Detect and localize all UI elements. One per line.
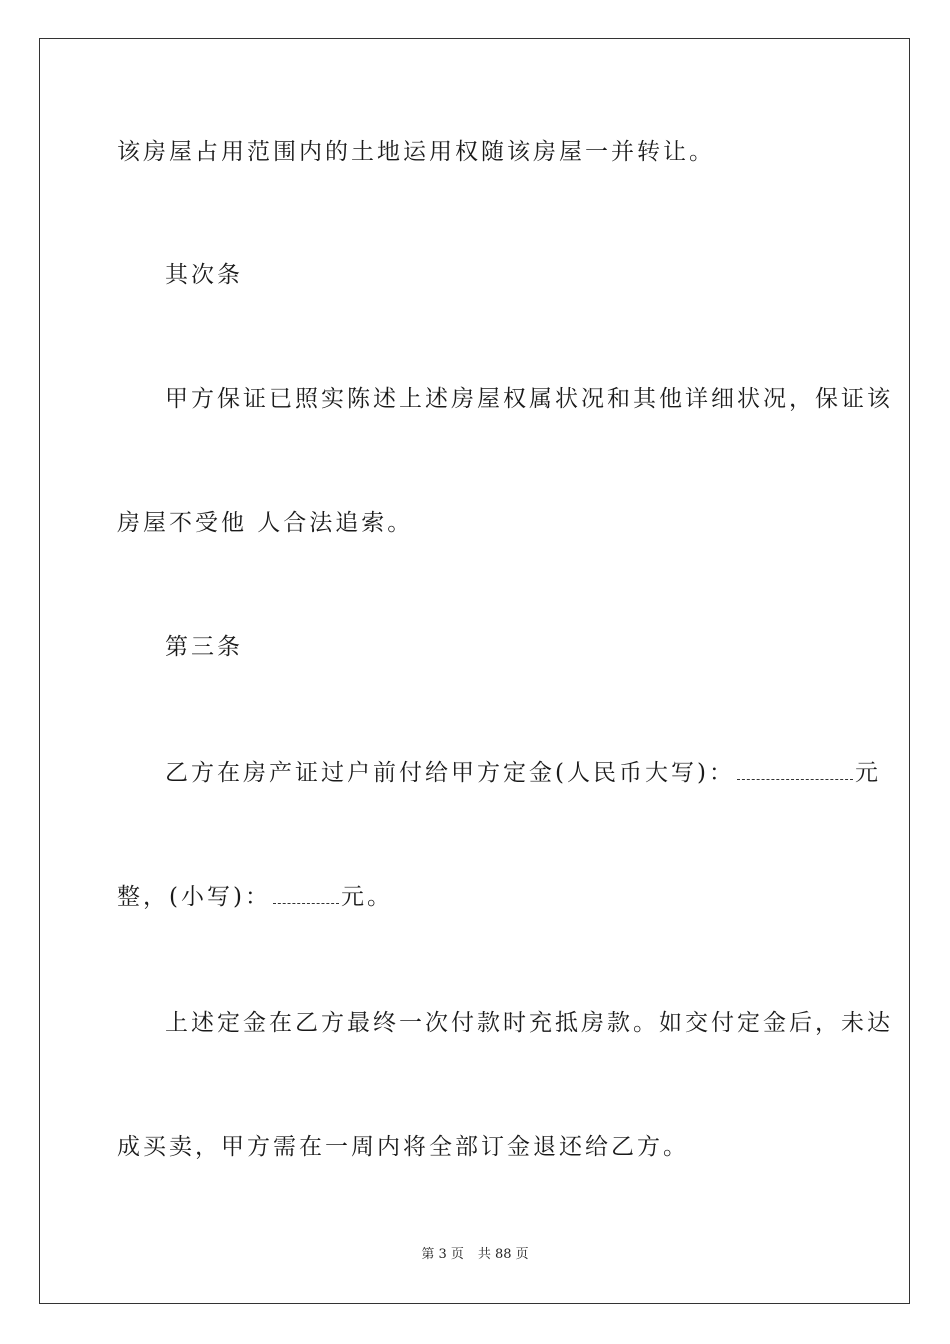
paragraph-deposit-line-2 [117,882,393,912]
paragraph-land-use-right: 该房屋占用范围内的土地运用权随该房屋一并转让。 [117,139,715,165]
paragraph-guarantee-line-2: 房屋不受他 人合法追索。 [117,510,414,536]
deposit-uppercase-unit: 元 [854,760,881,786]
deposit-lowercase-blank [273,885,339,904]
page-total: 共 88 页 [477,1247,529,1262]
deposit-uppercase-label: 乙方在房产证过户前付给甲方定金(人民币大写)： [165,760,735,786]
deposit-uppercase-blank [737,761,853,780]
paragraph-deposit-line-1 [165,758,881,788]
paragraph-deposit-offset-line-2: 成买卖，甲方需在一周内将全部订金退还给乙方。 [117,1134,689,1160]
deposit-lowercase-unit: 元。 [340,884,393,910]
article-3-heading: 第三条 [165,634,243,660]
page-number: 第 3 页 [421,1247,464,1262]
page-footer [0,1246,950,1264]
paragraph-guarantee-line-1: 甲方保证已照实陈述上述房屋权属状况和其他详细状况，保证该 [165,386,893,412]
deposit-lowercase-label: 整，(小写)： [117,884,271,910]
page-border [39,38,910,1304]
paragraph-deposit-offset-line-1: 上述定金在乙方最终一次付款时充抵房款。如交付定金后，未达 [165,1010,893,1036]
article-2-heading: 其次条 [165,262,243,288]
